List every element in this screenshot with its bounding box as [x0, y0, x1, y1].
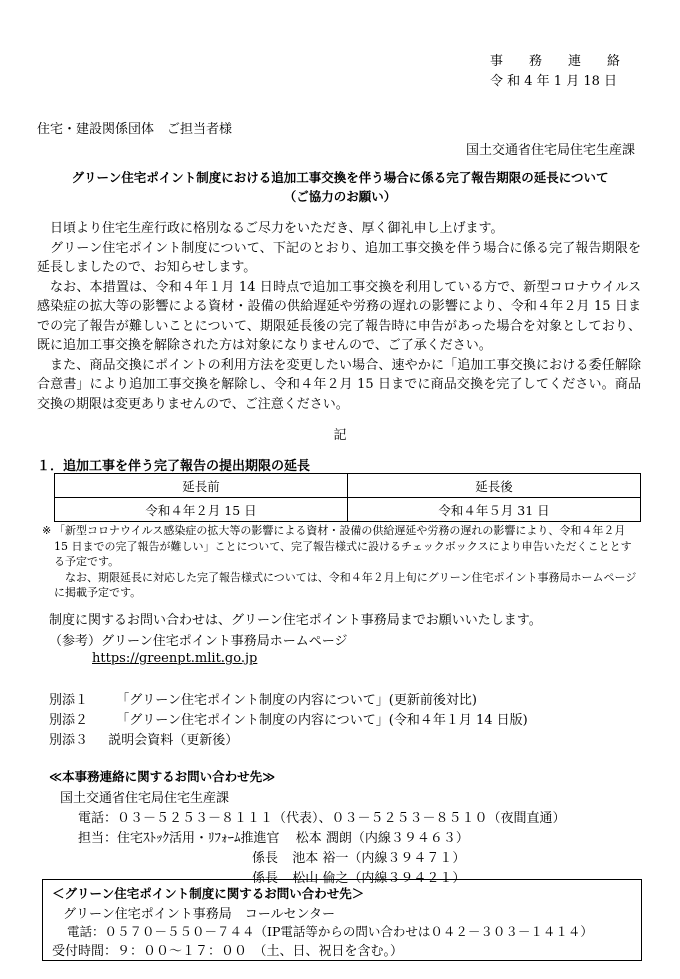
paragraph-2: グリーン住宅ポイント制度について、下記のとおり、追加工事交換を伴う場合に係る完了報告期限を延長しましたので、お知らせします。 — [37, 240, 641, 275]
attachment-title: 「グリーン住宅ポイント制度の内容について」(令和４年１月 14 日版) — [116, 713, 528, 728]
contact-name: 松本 潤朗（内線３９４６３） — [295, 831, 469, 846]
contact-person — [78, 827, 469, 846]
attachment-row — [49, 729, 238, 748]
document-subtitle: （ご協力のお願い） — [283, 189, 397, 204]
callcenter-hours: 受付時間：９：００～１７：００ （土、日、祝日を含む。） — [52, 944, 404, 959]
attachment-title: 「グリーン住宅ポイント制度の内容について」(更新前後対比) — [116, 693, 477, 708]
contact-org: 国土交通省住宅局住宅生産課 — [60, 791, 230, 806]
section-1-heading: １．追加工事を伴う完了報告の提出期限の延長 — [37, 459, 311, 474]
ki-mark: 記 — [333, 428, 347, 443]
table-value-before: 令和４年２月 15 日 — [55, 498, 348, 522]
contact-name: 松山 倫之（内線３９４２１） — [292, 871, 466, 886]
contact-phone-label: 電話： — [78, 811, 118, 826]
homepage-link[interactable]: https://greenpt.mlit.go.jp — [92, 651, 258, 666]
sender: 国土交通省住宅局住宅生産課 — [466, 143, 636, 158]
homepage-reference: （参考）グリーン住宅ポイント事務局ホームページ — [49, 634, 348, 649]
attachment-row — [49, 689, 477, 708]
inquiry-text: 制度に関するお問い合わせは、グリーン住宅ポイント事務局までお願いいたします。 — [49, 613, 542, 628]
deadline-table — [54, 473, 641, 522]
contact-role: 係長 — [252, 871, 279, 886]
attachment-label: 別添１ — [49, 693, 89, 708]
contact-heading: ≪本事務連絡に関するお問い合わせ先≫ — [49, 769, 276, 784]
contact-role: 係長 — [252, 851, 279, 866]
addressee: 住宅・建設関係団体 ご担当者様 — [37, 122, 233, 137]
paragraph-1: 日頃より住宅生産行政に格別なるご尽力をいただき、厚く御礼申し上げます。 — [50, 221, 504, 236]
contact-name: 池本 裕一（内線３９４７１） — [292, 851, 466, 866]
table-value-after: 令和４年５月 31 日 — [348, 498, 641, 522]
paragraph-3: なお、本措置は、令和４年１月 14 日時点で追加工事交換を利用している方で、新型コロナウイルス感染症の拡大等の影響による資材・設備の供給遅延や労務の遅れの影響により、令和４年２月 15 日までの完了報告が難しいことについて、期限延長後の完了報告時に申告があった場合を対象としており、既に追加工事交換を解除された方は対象になりませんので、ご了承ください。 — [37, 279, 641, 353]
callcenter-name: グリーン住宅ポイント事務局 コールセンター — [63, 907, 335, 922]
callcenter-phone: 電話：０５７０－５５０－７４４（IP電話等からの問い合わせは０４２－３０３－１４１４） — [67, 924, 593, 939]
table-header-after: 延長後 — [348, 474, 641, 498]
contact-phone — [78, 807, 566, 826]
note-block — [42, 523, 642, 601]
document-title: グリーン住宅ポイント制度における追加工事交換を伴う場合に係る完了報告期限の延長について — [71, 170, 609, 185]
note-mark: ※ — [42, 524, 52, 537]
paragraph-4: また、商品交換にポイントの利用方法を変更したい場合、速やかに「追加工事交換における委任解除合意書」により追加工事交換を解除し、令和４年２月 15 日までに商品交換を完了してください。商品交換の期限は変更ありませんので、ご注意ください。 — [37, 357, 641, 412]
attachment-title: 説明会資料（更新後） — [108, 733, 239, 748]
doc-type: 事 務 連 絡 — [490, 54, 621, 69]
table-header-before: 延長前 — [55, 474, 348, 498]
attachment-label: 別添３ — [49, 733, 89, 748]
doc-date: 令 和 4 年 1 月 18 日 — [490, 74, 618, 89]
callcenter-heading: ＜グリーン住宅ポイント制度に関するお問い合わせ先＞ — [52, 886, 365, 901]
contact-role: 担当：住宅ｽﾄｯｸ活用・ﾘﾌｫｰﾑ推進官 — [78, 831, 280, 846]
note-paragraph-1: 「新型コロナウイルス感染症の拡大等の影響による資材・設備の供給遅延や労務の遅れの影響により、令和４年２月 15 日までの完了報告が難しい」ことについて、完了報告様式に設けるチェックボックスにより申告いただくこととする予定です。 — [54, 524, 632, 568]
note-paragraph-2: なお、期限延長に対応した完了報告様式については、令和４年２月上旬にグリーン住宅ポイント事務局ホームページに掲載予定です。 — [54, 570, 637, 599]
contact-phone-number: ０３－５２５３－８１１１（代表）、０３－５２５３－８５１０（夜間直通） — [117, 811, 566, 826]
attachment-label: 別添２ — [49, 713, 89, 728]
contact-person — [252, 847, 465, 866]
attachment-row — [49, 709, 528, 728]
